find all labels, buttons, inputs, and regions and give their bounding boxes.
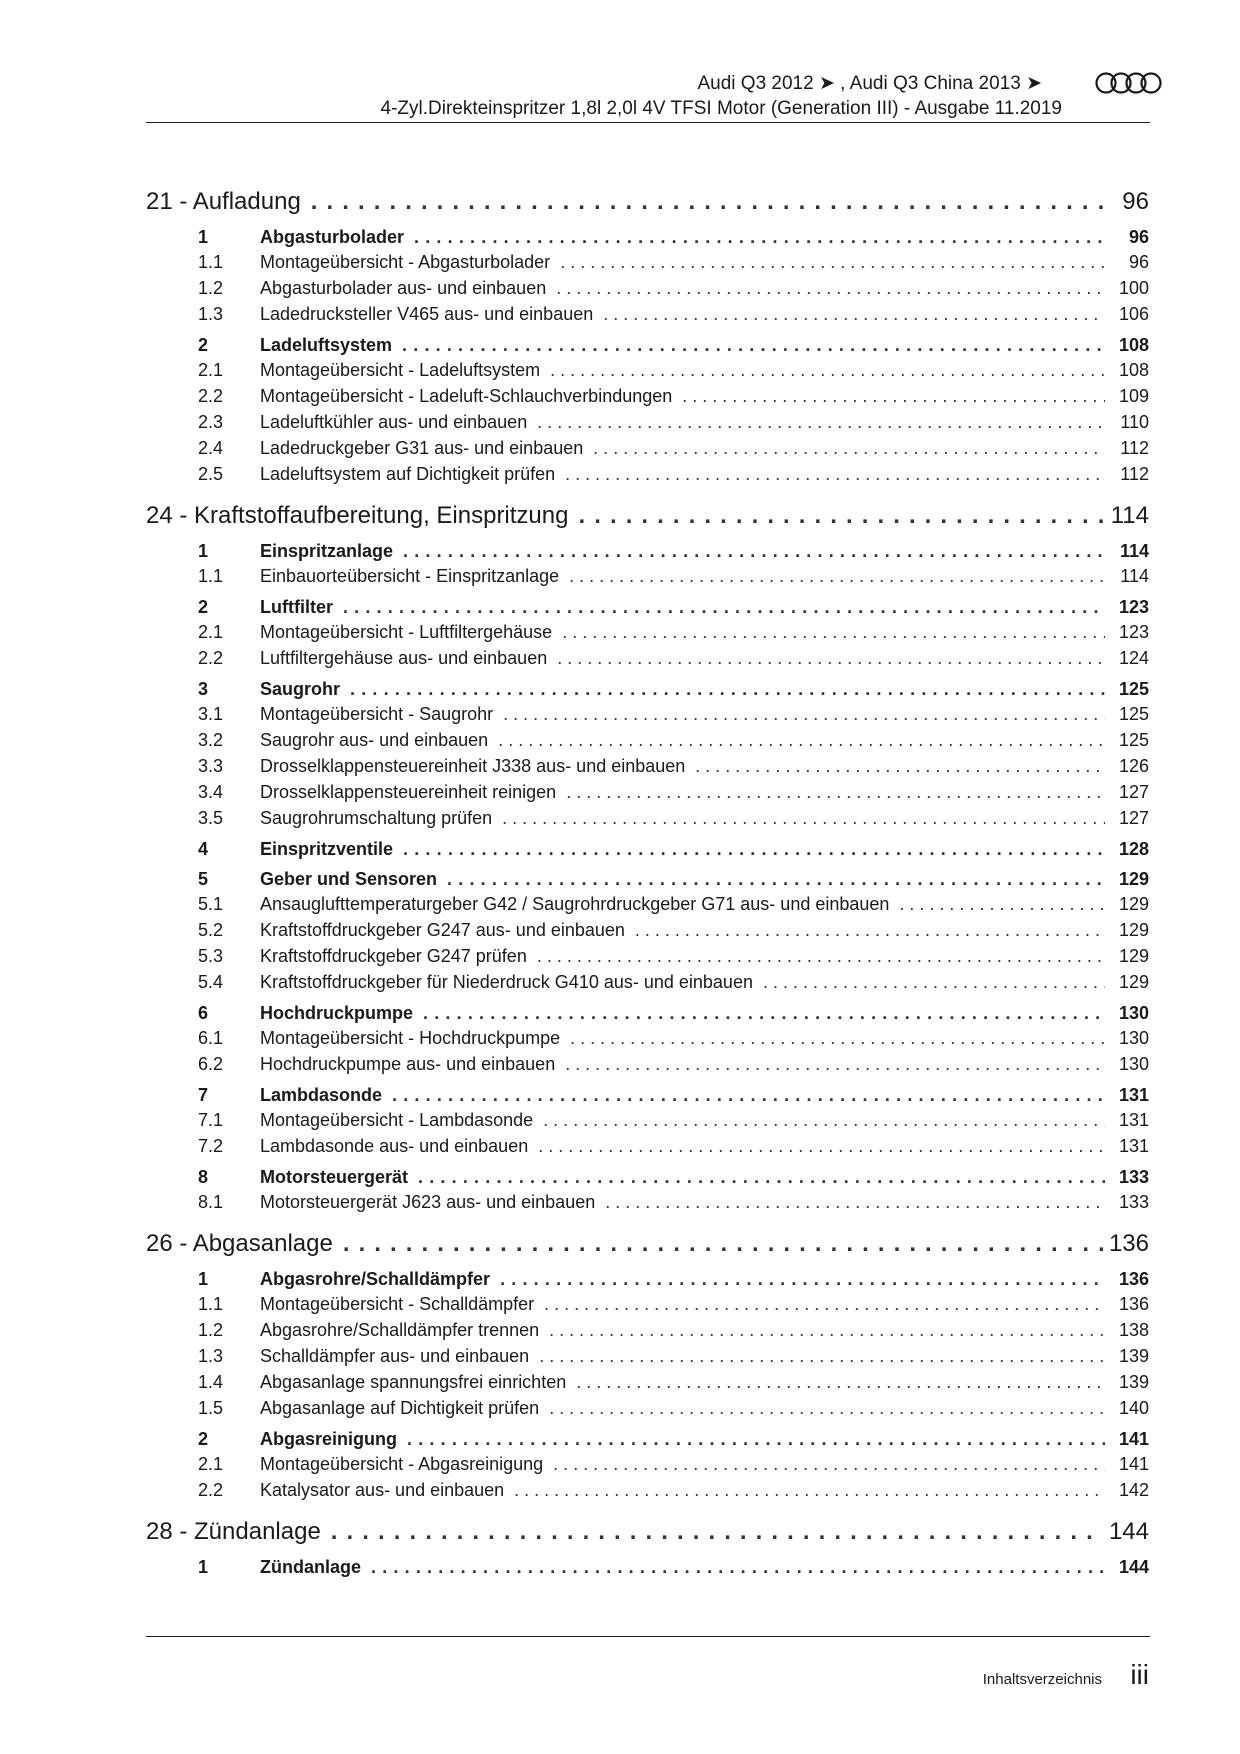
entry-page-number: 141 [1118,1429,1149,1449]
dot-leader [537,412,1105,433]
entry-page-number: 129 [1118,946,1149,966]
dot-leader [550,360,1105,381]
entry-page-number: 129 [1118,894,1149,914]
subsection-entry[interactable] [146,1136,1149,1162]
entry-page-number: 125 [1118,679,1149,699]
page-header [0,68,1240,128]
dot-leader [418,1167,1105,1188]
entry-number: 2 [198,335,209,355]
subsection-entry[interactable] [146,1028,1149,1054]
entry-title: Zündanlage [260,1557,362,1577]
entry-page-number: 124 [1118,648,1149,668]
entry-number: 1.3 [198,1346,224,1366]
dot-leader [537,946,1105,967]
section-entry[interactable] [146,541,1149,566]
entry-page-number: 112 [1120,438,1149,458]
dot-leader [570,1028,1105,1049]
entry-title: 26 - Abgasanlage [146,1230,333,1257]
entry-title: Einspritzanlage [260,541,394,561]
chapter-heading[interactable] [146,188,1149,222]
entry-title: Lambdasonde [260,1085,383,1105]
entry-page-number: 133 [1118,1192,1149,1212]
dot-leader [682,386,1105,407]
entry-page-number: 130 [1118,1028,1149,1048]
subsection-entry[interactable] [146,704,1149,730]
dot-leader [414,227,1105,248]
entry-number: 1.3 [198,304,224,324]
entry-number: 2 [198,597,209,617]
subsection-entry[interactable] [146,920,1149,946]
entry-page-number: 131 [1118,1110,1149,1130]
subsection-entry[interactable] [146,1480,1149,1506]
entry-page-number: 125 [1118,704,1149,724]
chapter-heading[interactable] [146,1230,1149,1264]
entry-number: 7 [198,1085,209,1105]
entry-page-number: 130 [1118,1054,1149,1074]
entry-title: Abgasanlage spannungsfrei einrichten [260,1372,567,1392]
footer-divider [146,1636,1150,1637]
entry-page-number: 127 [1118,782,1149,802]
entry-title: 24 - Kraftstoffaufbereitung, Einspritzung [146,502,569,529]
subsection-entry[interactable] [146,1346,1149,1372]
dot-leader [503,704,1105,725]
audi-rings-logo [1095,70,1165,96]
dot-leader [695,756,1105,777]
entry-number: 2 [198,1429,209,1449]
dot-leader [371,1557,1105,1578]
entry-title: Montageübersicht - Luftfiltergehäuse [260,622,553,642]
subsection-entry[interactable] [146,730,1149,756]
entry-title: 28 - Zündanlage [146,1518,321,1545]
entry-title: Ladedrucksteller V465 aus- und einbauen [260,304,594,324]
entry-page-number: 112 [1120,464,1149,484]
entry-title: Montageübersicht - Ladeluftsystem [260,360,541,380]
entry-title: Kraftstoffdruckgeber G247 aus- und einbauen [260,920,625,940]
entry-title: Montageübersicht - Lambdasonde [260,1110,534,1130]
section-entry[interactable] [146,597,1149,622]
dot-leader [605,1192,1105,1213]
header-divider [146,122,1150,123]
entry-title: Luftfilter [260,597,333,617]
dot-leader [343,1230,1103,1258]
dot-leader [350,679,1105,700]
entry-page-number: 128 [1118,839,1149,859]
section-entry[interactable] [146,1269,1149,1294]
dot-leader [498,730,1105,751]
subsection-entry[interactable] [146,622,1149,648]
subsection-entry[interactable] [146,1320,1149,1346]
entry-page-number: 108 [1118,335,1149,355]
dot-leader [569,566,1105,587]
footer-page-number: iii [1130,1659,1149,1690]
dot-leader [423,1003,1105,1024]
dot-leader [549,1398,1105,1419]
entry-number: 4 [198,839,209,859]
entry-number: 7.1 [198,1110,224,1130]
entry-title: Montageübersicht - Schalldämpfer [260,1294,535,1314]
dot-leader [500,1269,1105,1290]
entry-number: 6 [198,1003,209,1023]
entry-title: Kraftstoffdruckgeber für Niederdruck G410 aus- und einbauen [260,972,753,992]
subsection-entry[interactable] [146,412,1149,438]
entry-title: Ladeluftkühler aus- und einbauen [260,412,528,432]
entry-page-number: 125 [1118,730,1149,750]
entry-number: 2.2 [198,648,224,668]
entry-number: 3.5 [198,808,224,828]
entry-number: 1.1 [198,566,224,586]
chapter-heading[interactable] [146,1518,1149,1552]
dot-leader [407,1429,1105,1450]
entry-title: Ladeluftsystem auf Dichtigkeit prüfen [260,464,556,484]
subsection-entry[interactable] [146,648,1149,674]
entry-page-number: 114 [1119,541,1149,561]
entry-page-number: 133 [1118,1167,1149,1187]
entry-title: Saugrohr [260,679,341,699]
subsection-entry[interactable] [146,1372,1149,1398]
entry-title: Montageübersicht - Abgasturbolader [260,252,551,272]
entry-number: 2.2 [198,386,224,406]
entry-title: Ansauglufttemperaturgeber G42 / Saugrohrdruckgeber G71 aus- und einbauen [260,894,890,914]
entry-title: Ladeluftsystem [260,335,393,355]
entry-number: 8 [198,1167,209,1187]
entry-page-number: 130 [1118,1003,1149,1023]
entry-page-number: 96 [1128,227,1149,247]
dot-leader [576,1372,1105,1393]
section-entry[interactable] [146,227,1149,252]
subsection-entry[interactable] [146,464,1149,490]
entry-page-number: 144 [1118,1557,1149,1577]
subsection-entry[interactable] [146,894,1149,920]
entry-title: Abgasturbolader [260,227,405,247]
entry-number: 1 [198,227,209,247]
subsection-entry[interactable] [146,1454,1149,1480]
entry-title: Montageübersicht - Hochdruckpumpe [260,1028,561,1048]
dot-leader [635,920,1105,941]
entry-page-number: 131 [1118,1085,1149,1105]
dot-leader [543,1110,1105,1131]
subsection-entry[interactable] [146,566,1149,592]
dot-leader [553,1454,1105,1475]
dot-leader [566,782,1105,803]
entry-title: Abgasrohre/Schalldämpfer [260,1269,491,1289]
entry-title: Kraftstoffdruckgeber G247 prüfen [260,946,527,966]
entry-page-number: 123 [1118,597,1149,617]
toc-chapter [146,188,1149,490]
subsection-entry[interactable] [146,808,1149,834]
section-entry[interactable] [146,839,1149,864]
dot-leader [562,622,1105,643]
dot-leader [593,438,1105,459]
subsection-entry[interactable] [146,1192,1149,1218]
entry-number: 5.4 [198,972,224,992]
entry-page-number: 142 [1118,1480,1149,1500]
subsection-entry[interactable] [146,252,1149,278]
subsection-entry[interactable] [146,304,1149,330]
entry-page-number: 96 [1128,252,1149,272]
subsection-entry[interactable] [146,782,1149,808]
entry-page-number: 136 [1118,1269,1149,1289]
dot-leader [565,464,1105,485]
entry-title: Luftfiltergehäuse aus- und einbauen [260,648,548,668]
entry-page-number: 144 [1108,1518,1149,1545]
dot-leader [343,597,1105,618]
entry-number: 8.1 [198,1192,224,1212]
entry-page-number: 123 [1118,622,1149,642]
entry-number: 2.3 [198,412,224,432]
header-engine-description: 4-Zyl.Direkteinspritzer 1,8l 2,0l 4V TFSI Motor (Generation III) - Ausgabe 11.2019 [380,98,1062,119]
entry-title: Montageübersicht - Ladeluft-Schlauchverbindungen [260,386,673,406]
entry-page-number: 131 [1118,1136,1149,1156]
dot-leader [556,278,1105,299]
entry-number: 1.1 [198,1294,224,1314]
entry-number: 3.1 [198,704,224,724]
dot-leader [392,1085,1105,1106]
entry-page-number: 136 [1108,1230,1149,1257]
entry-number: 1.4 [198,1372,224,1392]
dot-leader [560,252,1105,273]
subsection-entry[interactable] [146,756,1149,782]
entry-title: Katalysator aus- und einbauen [260,1480,505,1500]
entry-page-number: 114 [1120,566,1149,586]
entry-page-number: 136 [1118,1294,1149,1314]
dot-leader [447,869,1105,890]
entry-title: 21 - Aufladung [146,188,301,215]
subsection-entry[interactable] [146,1398,1149,1424]
entry-page-number: 96 [1122,188,1149,215]
dot-leader [549,1320,1105,1341]
dot-leader [403,541,1105,562]
entry-number: 1.1 [198,252,224,272]
entry-title: Lambdasonde aus- und einbauen [260,1136,529,1156]
entry-title: Hochdruckpumpe [260,1003,414,1023]
entry-page-number: 129 [1118,920,1149,940]
dot-leader [557,648,1105,669]
entry-page-number: 129 [1118,869,1149,889]
chapter-heading[interactable] [146,502,1149,536]
subsection-entry[interactable] [146,386,1149,412]
entry-page-number: 110 [1120,412,1149,432]
subsection-entry[interactable] [146,972,1149,998]
entry-number: 3.4 [198,782,224,802]
section-entry[interactable] [146,1167,1149,1192]
entry-title: Hochdruckpumpe aus- und einbauen [260,1054,556,1074]
entry-page-number: 109 [1118,386,1149,406]
subsection-entry[interactable] [146,360,1149,386]
section-entry[interactable] [146,1429,1149,1454]
entry-page-number: 139 [1118,1372,1149,1392]
entry-number: 3.2 [198,730,224,750]
subsection-entry[interactable] [146,1054,1149,1080]
subsection-entry[interactable] [146,946,1149,972]
entry-number: 1 [198,1557,209,1577]
header-vehicle-models: Audi Q3 2012 ➤ , Audi Q3 China 2013 ➤ [697,73,1042,94]
toc-chapter [146,1518,1149,1582]
entry-number: 2.1 [198,360,224,380]
entry-page-number: 141 [1118,1454,1149,1474]
section-entry[interactable] [146,335,1149,360]
section-entry[interactable] [146,869,1149,894]
section-entry[interactable] [146,1085,1149,1110]
entry-title: Drosselklappensteuereinheit J338 aus- und einbauen [260,756,686,776]
entry-number: 7.2 [198,1136,224,1156]
toc-chapter [146,502,1149,1218]
dot-leader [331,1518,1103,1546]
entry-title: Abgasreinigung [260,1429,398,1449]
entry-number: 5 [198,869,209,889]
dot-leader [763,972,1105,993]
entry-number: 6.2 [198,1054,224,1074]
dot-leader [538,1136,1105,1157]
entry-title: Einbauorteübersicht - Einspritzanlage [260,566,560,586]
entry-number: 1.2 [198,1320,224,1340]
entry-title: Motorsteuergerät [260,1167,409,1187]
entry-page-number: 138 [1118,1320,1149,1340]
section-entry[interactable] [146,679,1149,704]
entry-title: Abgasrohre/Schalldämpfer trennen [260,1320,540,1340]
entry-title: Ladedruckgeber G31 aus- und einbauen [260,438,584,458]
subsection-entry[interactable] [146,1294,1149,1320]
entry-number: 5.1 [198,894,224,914]
entry-page-number: 126 [1118,756,1149,776]
dot-leader [544,1294,1105,1315]
entry-page-number: 100 [1118,278,1149,298]
entry-title: Saugrohr aus- und einbauen [260,730,489,750]
table-of-contents [146,186,1149,1582]
dot-leader [311,188,1103,216]
entry-title: Schalldämpfer aus- und einbauen [260,1346,530,1366]
dot-leader [899,894,1105,915]
entry-title: Geber und Sensoren [260,869,438,889]
entry-number: 1.2 [198,278,224,298]
toc-chapter [146,1230,1149,1506]
entry-title: Abgasturbolader aus- und einbauen [260,278,547,298]
entry-number: 2.1 [198,622,224,642]
entry-title: Saugrohrumschaltung prüfen [260,808,493,828]
entry-page-number: 127 [1118,808,1149,828]
dot-leader [539,1346,1105,1367]
entry-title: Einspritzventile [260,839,394,859]
entry-number: 2.4 [198,438,224,458]
entry-number: 2.1 [198,1454,224,1474]
entry-title: Montageübersicht - Abgasreinigung [260,1454,544,1474]
dot-leader [565,1054,1105,1075]
entry-number: 1 [198,1269,209,1289]
entry-title: Abgasanlage auf Dichtigkeit prüfen [260,1398,540,1418]
entry-page-number: 129 [1118,972,1149,992]
dot-leader [514,1480,1105,1501]
dot-leader [402,335,1105,356]
subsection-entry[interactable] [146,438,1149,464]
entry-page-number: 139 [1118,1346,1149,1366]
footer-label: Inhaltsverzeichnis [982,1671,1102,1688]
dot-leader [603,304,1105,325]
entry-title: Motorsteuergerät J623 aus- und einbauen [260,1192,596,1212]
subsection-entry[interactable] [146,278,1149,304]
entry-page-number: 114 [1110,502,1149,529]
entry-number: 5.2 [198,920,224,940]
entry-page-number: 106 [1118,304,1149,324]
entry-number: 5.3 [198,946,224,966]
entry-number: 2.5 [198,464,224,484]
subsection-entry[interactable] [146,1110,1149,1136]
entry-page-number: 140 [1118,1398,1149,1418]
entry-title: Drosselklappensteuereinheit reinigen [260,782,557,802]
entry-number: 1.5 [198,1398,224,1418]
dot-leader [578,502,1103,530]
entry-number: 3 [198,679,209,699]
entry-number: 2.2 [198,1480,224,1500]
entry-title: Montageübersicht - Saugrohr [260,704,494,724]
entry-number: 1 [198,541,209,561]
entry-page-number: 108 [1118,360,1149,380]
section-entry[interactable] [146,1557,1149,1582]
entry-number: 6.1 [198,1028,224,1048]
entry-number: 3.3 [198,756,224,776]
dot-leader [502,808,1105,829]
section-entry[interactable] [146,1003,1149,1028]
dot-leader [403,839,1105,860]
